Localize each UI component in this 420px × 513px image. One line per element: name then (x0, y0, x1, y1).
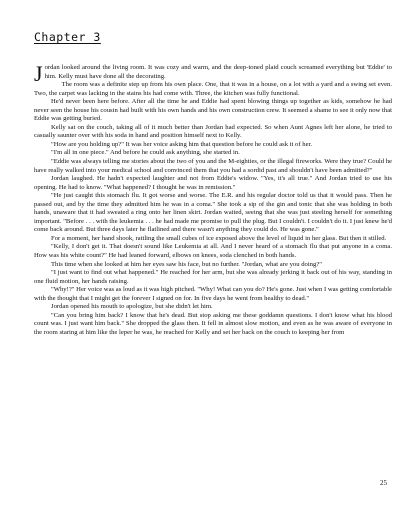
paragraph-4: Kelly sat on the couch, taking all of it much better than Jordan had expected. So when Aunt Agnes left her alone, he tried to casually saunter over with his soda in hand and position himself next to Kelly. (34, 123, 392, 140)
paragraph-16: "Can you bring him back? I know that he's dead. But stop asking me these goddamn questions. I don't know what his blood count was. I just want him back." She dropped the glass then. It fell in almost slow motion, and even as he was aware of everyone in the room staring at him like the leper he was, he reached for Kelly and set her back on the couch to keeping her from (34, 311, 392, 336)
paragraph-8: Jordan laughed. He hadn't expected laughter and not from Eddie's widow. "Yes, it's all true." And Jordan tried to use his opening. He had to know. "What happened? I thought he was in remission." (34, 175, 392, 191)
page-number: 25 (380, 479, 387, 487)
paragraph-14: "Why!?" Her voice was as loud as it was high pitched. "Why! What can you do? He's gone. Just when I was getting comfortable with the thought that I might get the forever I signed on for. In five days he went from healthy to dead." (34, 286, 392, 302)
paragraph-10: For a moment, her hand shook, rattling the small cubes of ice exposed above the level of liquid in her glass. But then it stilled. (51, 234, 387, 242)
chapter-body (34, 61, 392, 338)
paragraph-2: The room was a definite step up from his own place. One, that it was in a house, on a lot with a yard and a swing set even. Two, the carpet was lacking in the stains his had come with. Three, the kitchen was fully functional. (34, 81, 392, 97)
paragraph-15: Jordan opened his mouth to apologize, but she didn't let him. (51, 303, 213, 311)
paragraph-3: He'd never been here before. After all the time he and Eddie had spent blowing things up together as kids, somehow he had never seen the house his cousin had built with his own hands and his own construction crew. It seemed a shame to see it only now that Eddie was getting buried. (34, 98, 392, 123)
paragraph-6: "I'm all in one piece." And before he could ask anything, she started in. (51, 149, 240, 157)
paragraph-1 (34, 61, 392, 86)
paragraph-13: "I just want to find out what happened." He reached for her arm, but she was already jerking it back out of his way, standing in one fluid motion, her hands raising. (34, 269, 392, 285)
chapter-heading: Chapter 3 (34, 30, 101, 44)
paragraph-5: "How are you holding up?" It was her voice asking him that question before he could ask it of her. (51, 140, 313, 148)
paragraph-1-text: ordan looked around the living room. It was cozy and warm, and the deep-toned plaid couch screamed everything but 'Eddie' to him. Kelly must have done all the decorating. (44, 64, 392, 80)
paragraph-7: "Eddie was always telling me stories about the two of you and the M-eighties, or the illegal fireworks. Were they true? Could he have really walked into your medical school and convinced them that you had a sordid past and shouldn't have been admitted?" (34, 158, 392, 174)
paragraph-12: This time when she looked at him her eyes saw his face, but no further. "Jordan, what are you doing?" (51, 260, 322, 268)
drop-cap: J (34, 61, 43, 86)
paragraph-11: "Kelly, I don't get it. That doesn't sound like Leukemia at all. And I never heard of a stomach flu that put anyone in a coma. How was his white count?" He had leaned forward, elbows on knees, soda clenched in both hands. (34, 243, 392, 260)
paragraph-9: "He just caught this stomach flu. It got worse and worse. The E.R. and his regular doctor told us that it would pass. Then he passed out, and by the time they admitted him he was in a coma." She took a sip of the gin and tonic that she was holding in both hands, unaware that it had sweated a ring onto her linen skirt. Jordan waited, seeing that she was just steeling herself for something important. "Before . . . with the leukemia . . . he had made me promise to pull the plug. But I couldn't. I couldn't do it. I just knew he'd come back around. But three days later he flatlined and there wasn't anything they could do. He was gone." (34, 192, 392, 234)
